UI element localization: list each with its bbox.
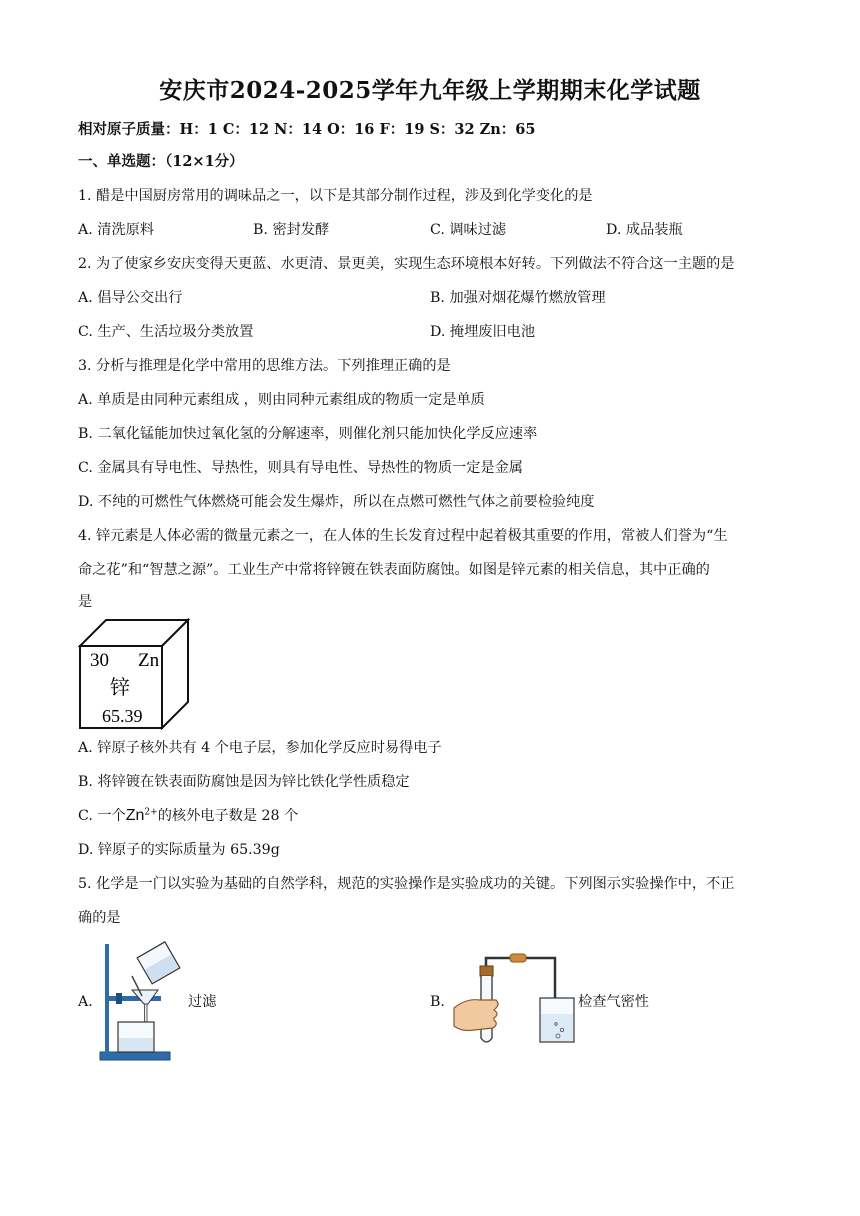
q1-option-d: D. 成品装瓶: [606, 222, 683, 238]
q5-option-b-label: B.: [430, 994, 445, 1010]
q4-option-d: D. 锌原子的实际质量为 65.39g: [78, 842, 280, 858]
q3-option-a: A. 单质是由同种元素组成 ，则由同种元素组成的物质一定是单质: [78, 392, 485, 408]
q4-option-a: A. 锌原子核外共有 4 个电子层，参加化学反应时易得电子: [78, 740, 442, 756]
zn-ion-charge: 2+: [144, 807, 158, 818]
q2-option-c: C. 生产、生活垃圾分类放置: [78, 324, 254, 340]
q2-option-d: D. 掩埋废旧电池: [430, 324, 536, 340]
section-heading: 一、单选题：（12×1分）: [78, 153, 244, 170]
atomic-masses: 相对原子质量：H：1 C：12 N：14 O：16 F：19 S：32 Zn：65: [78, 121, 536, 138]
element-symbol: Zn: [138, 650, 160, 671]
atomic-mass: 65.39: [102, 706, 143, 726]
q2-option-a: A. 倡导公交出行: [78, 290, 183, 306]
q4-option-c: [78, 806, 298, 826]
q5-stem-line1: 5. 化学是一门以实验为基础的自然学科，规范的实验操作是实验成功的关键。下列图示实验操作中，不正: [78, 876, 735, 892]
q2-stem: 2. 为了使家乡安庆变得天更蓝、水更清、景更美，实现生态环境根本好转。下列做法不符合这一主题的是: [78, 256, 735, 272]
q1-option-b: B. 密封发酵: [253, 222, 330, 238]
q3-stem: 3. 分析与推理是化学中常用的思维方法。下列推理正确的是: [78, 358, 451, 374]
q5-option-a-label: A.: [78, 994, 93, 1010]
q4-option-b: B. 将锌镀在铁表面防腐蚀是因为锌比铁化学性质稳定: [78, 774, 410, 790]
q3-option-d: D. 不纯的可燃性气体燃烧可能会发生爆炸，所以在点燃可燃性气体之前要检验纯度: [78, 494, 595, 510]
q1-stem: 1. 醋是中国厨房常用的调味品之一，以下是其部分制作过程，涉及到化学变化的是: [78, 188, 593, 204]
airtightness-check-illustration: [450, 950, 580, 1050]
zn-ion-symbol: Zn: [125, 807, 145, 824]
q5-option-b-text: 检查气密性: [578, 994, 649, 1010]
element-name: 锌: [110, 675, 130, 699]
q4-option-c-post: 的核外电子数是 28 个: [157, 808, 299, 824]
q1-option-a: A. 清洗原料: [78, 222, 155, 238]
q1-option-c: C. 调味过滤: [430, 222, 507, 238]
q2-option-b: B. 加强对烟花爆竹燃放管理: [430, 290, 606, 306]
q4-stem-line1: 4. 锌元素是人体必需的微量元素之一，在人体的生长发育过程中起着极其重要的作用，常被人们誉为“生: [78, 528, 728, 544]
q4-stem-line3: 是: [78, 594, 93, 610]
q5-stem-line2: 确的是: [78, 910, 121, 926]
q4-stem-line2: 命之花”和“智慧之源”。工业生产中常将锌镀在铁表面防腐蚀。如图是锌元素的相关信息，其中正确的: [78, 562, 710, 578]
q4-option-c-pre: C. 一个: [78, 808, 126, 824]
q3-option-c: C. 金属具有导电性、导热性，则具有导电性、导热性的物质一定是金属: [78, 460, 523, 476]
element-cell-figure: [78, 618, 190, 730]
page-title: 安庆市2024-2025学年九年级上学期期末化学试题: [159, 77, 701, 104]
filtration-apparatus-illustration: [96, 936, 188, 1064]
q5-option-a-text: 过滤: [188, 994, 217, 1010]
q3-option-b: B. 二氧化锰能加快过氧化氢的分解速率，则催化剂只能加快化学反应速率: [78, 426, 538, 442]
atomic-number: 30: [90, 650, 109, 671]
